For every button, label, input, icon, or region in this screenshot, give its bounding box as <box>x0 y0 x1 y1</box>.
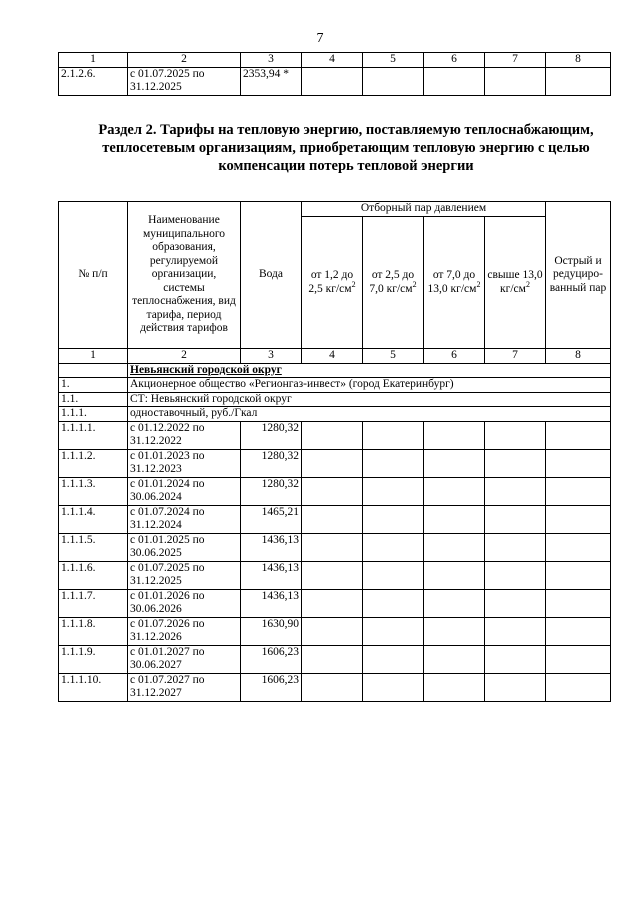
tariff-type-name: одноставочный, руб./Гкал <box>128 407 611 422</box>
empty-cell <box>424 533 485 561</box>
column-number: 3 <box>241 53 302 68</box>
header-sharp-steam: Острый и редуциро-ванный пар <box>546 202 611 349</box>
row-number: 1.1.1.5. <box>59 533 128 561</box>
page-number: 7 <box>316 31 324 46</box>
empty-cell <box>302 645 363 673</box>
empty-cell <box>485 67 546 95</box>
empty-cell <box>485 617 546 645</box>
empty-cell <box>485 477 546 505</box>
water-tariff: 1436,13 <box>241 561 302 589</box>
column-number: 4 <box>302 349 363 364</box>
empty-cell <box>363 421 424 449</box>
table-row <box>59 449 611 477</box>
table-row <box>59 673 611 701</box>
row-number: 1.1.1.9. <box>59 645 128 673</box>
column-number: 5 <box>363 53 424 68</box>
empty-cell <box>363 449 424 477</box>
pressure-1-label: от 1,2 до 2,5 кг/см <box>308 269 354 295</box>
empty-cell <box>546 477 611 505</box>
table-row <box>59 645 611 673</box>
water-tariff: 1280,32 <box>241 477 302 505</box>
empty-cell <box>485 421 546 449</box>
empty-cell <box>302 449 363 477</box>
column-number: 5 <box>363 349 424 364</box>
district-name: Невьянский городской округ <box>128 363 611 378</box>
empty-cell <box>485 505 546 533</box>
superscript: 2 <box>351 279 356 289</box>
column-number: 6 <box>424 349 485 364</box>
header-name: Наименование муниципального образования, регулируемой организации, системы теплоснабжения, вид тарифа, период действия тарифов <box>128 202 241 349</box>
column-number: 8 <box>546 349 611 364</box>
column-number: 4 <box>302 53 363 68</box>
header-pressure-2 <box>363 217 424 349</box>
row-period: с 01.01.2023 по 31.12.2023 <box>128 449 241 477</box>
row-number: 1.1.1.3. <box>59 477 128 505</box>
row-period: с 01.07.2025 по 31.12.2025 <box>128 561 241 589</box>
row-period: с 01.01.2027 по 30.06.2027 <box>128 645 241 673</box>
column-number: 6 <box>424 53 485 68</box>
section-title: Раздел 2. Тарифы на тепловую энергию, поставляемую теплоснабжающим, теплосетевым организациям, приобретающим тепловую энергию с целью компенсации потерь тепловой энергии <box>98 122 594 174</box>
empty-cell <box>363 617 424 645</box>
row-number: 2.1.2.6. <box>59 67 128 95</box>
empty-cell <box>424 561 485 589</box>
table-row <box>59 533 611 561</box>
table-row <box>59 505 611 533</box>
empty-cell <box>424 421 485 449</box>
row-number: 1.1.1.4. <box>59 505 128 533</box>
empty-cell <box>302 673 363 701</box>
empty-cell <box>363 505 424 533</box>
table-row <box>59 421 611 449</box>
row-number: 1.1. <box>59 392 128 407</box>
empty-cell <box>485 449 546 477</box>
header-pressure-1 <box>302 217 363 349</box>
water-tariff: 1280,32 <box>241 421 302 449</box>
water-tariff: 1280,32 <box>241 449 302 477</box>
empty-cell <box>424 589 485 617</box>
organization-row <box>59 378 611 393</box>
column-numbers-row <box>59 349 611 364</box>
water-tariff: 1436,13 <box>241 533 302 561</box>
empty-cell <box>424 67 485 95</box>
header-steam-group: Отборный пар давлением <box>302 202 546 217</box>
empty-cell <box>424 477 485 505</box>
row-number: 1. <box>59 378 128 393</box>
row-period: с 01.01.2025 по 30.06.2025 <box>128 533 241 561</box>
header-pressure-3 <box>424 217 485 349</box>
water-tariff: 1465,21 <box>241 505 302 533</box>
column-number: 3 <box>241 349 302 364</box>
row-number: 1.1.1.6. <box>59 561 128 589</box>
district-row <box>59 363 611 378</box>
empty-cell <box>546 645 611 673</box>
row-period: с 01.07.2027 по 31.12.2027 <box>128 673 241 701</box>
tariff-rows <box>59 421 611 701</box>
row-period: с 01.07.2024 по 31.12.2024 <box>128 505 241 533</box>
empty-cell <box>485 645 546 673</box>
empty-cell <box>302 589 363 617</box>
organization-name: Акционерное общество «Регионгаз-инвест» (город Екатеринбург) <box>128 378 611 393</box>
row-number: 1.1.1.2. <box>59 449 128 477</box>
tariff-type-row <box>59 407 611 422</box>
empty-cell <box>302 505 363 533</box>
row-period: с 01.01.2026 по 30.06.2026 <box>128 589 241 617</box>
empty-cell <box>546 505 611 533</box>
empty-cell <box>363 645 424 673</box>
column-numbers-row <box>59 53 611 68</box>
empty-cell <box>546 673 611 701</box>
empty-cell <box>363 561 424 589</box>
empty-cell <box>424 645 485 673</box>
water-tariff: 1606,23 <box>241 645 302 673</box>
pressure-4-label: свыше 13,0 кг/см <box>487 269 543 295</box>
empty-cell <box>363 673 424 701</box>
system-row <box>59 392 611 407</box>
empty-cell <box>302 561 363 589</box>
water-tariff: 1606,23 <box>241 673 302 701</box>
column-number: 2 <box>128 53 241 68</box>
empty-cell <box>302 477 363 505</box>
empty-cell <box>363 533 424 561</box>
row-period: с 01.12.2022 по 31.12.2022 <box>128 421 241 449</box>
empty-cell <box>546 67 611 95</box>
row-number: 1.1.1. <box>59 407 128 422</box>
water-tariff: 1630,90 <box>241 617 302 645</box>
empty-cell <box>424 673 485 701</box>
row-number: 1.1.1.1. <box>59 421 128 449</box>
empty-cell <box>302 533 363 561</box>
table-row <box>59 67 611 95</box>
empty-cell <box>546 533 611 561</box>
pressure-2-label: от 2,5 до 7,0 кг/см <box>369 269 415 295</box>
header-num: № п/п <box>59 202 128 349</box>
superscript: 2 <box>476 279 481 289</box>
header-pressure-4 <box>485 217 546 349</box>
table-row <box>59 477 611 505</box>
water-tariff: 1436,13 <box>241 589 302 617</box>
row-number: 1.1.1.8. <box>59 617 128 645</box>
column-number: 7 <box>485 349 546 364</box>
empty-cell <box>424 617 485 645</box>
table-row <box>59 561 611 589</box>
superscript: 2 <box>525 279 530 289</box>
empty-cell <box>546 421 611 449</box>
empty-cell <box>302 67 363 95</box>
column-number: 7 <box>485 53 546 68</box>
empty-cell <box>363 477 424 505</box>
table-row <box>59 589 611 617</box>
row-number: 1.1.1.10. <box>59 673 128 701</box>
water-tariff: 2353,94 * <box>241 67 302 95</box>
empty-cell <box>363 589 424 617</box>
empty-cell <box>302 617 363 645</box>
row-period: с 01.07.2026 по 31.12.2026 <box>128 617 241 645</box>
empty-cell <box>424 449 485 477</box>
empty-cell <box>546 617 611 645</box>
header-row <box>59 202 611 217</box>
empty-cell <box>302 421 363 449</box>
empty-cell <box>485 673 546 701</box>
empty-cell <box>546 561 611 589</box>
continuation-table <box>58 52 611 96</box>
row-period: с 01.01.2024 по 30.06.2024 <box>128 477 241 505</box>
tariff-table <box>58 201 611 702</box>
column-number: 1 <box>59 349 128 364</box>
column-number: 1 <box>59 53 128 68</box>
superscript: 2 <box>412 279 417 289</box>
row-number: 1.1.1.7. <box>59 589 128 617</box>
empty-cell <box>546 589 611 617</box>
system-name: СТ: Невьянский городской округ <box>128 392 611 407</box>
column-number: 8 <box>546 53 611 68</box>
empty-cell <box>546 449 611 477</box>
table-row <box>59 617 611 645</box>
pressure-3-label: от 7,0 до 13,0 кг/см <box>427 269 477 295</box>
header-water: Вода <box>241 202 302 349</box>
column-number: 2 <box>128 349 241 364</box>
empty-cell <box>485 561 546 589</box>
empty-cell <box>59 363 128 378</box>
row-period: с 01.07.2025 по 31.12.2025 <box>128 67 241 95</box>
empty-cell <box>363 67 424 95</box>
empty-cell <box>424 505 485 533</box>
empty-cell <box>485 589 546 617</box>
empty-cell <box>485 533 546 561</box>
